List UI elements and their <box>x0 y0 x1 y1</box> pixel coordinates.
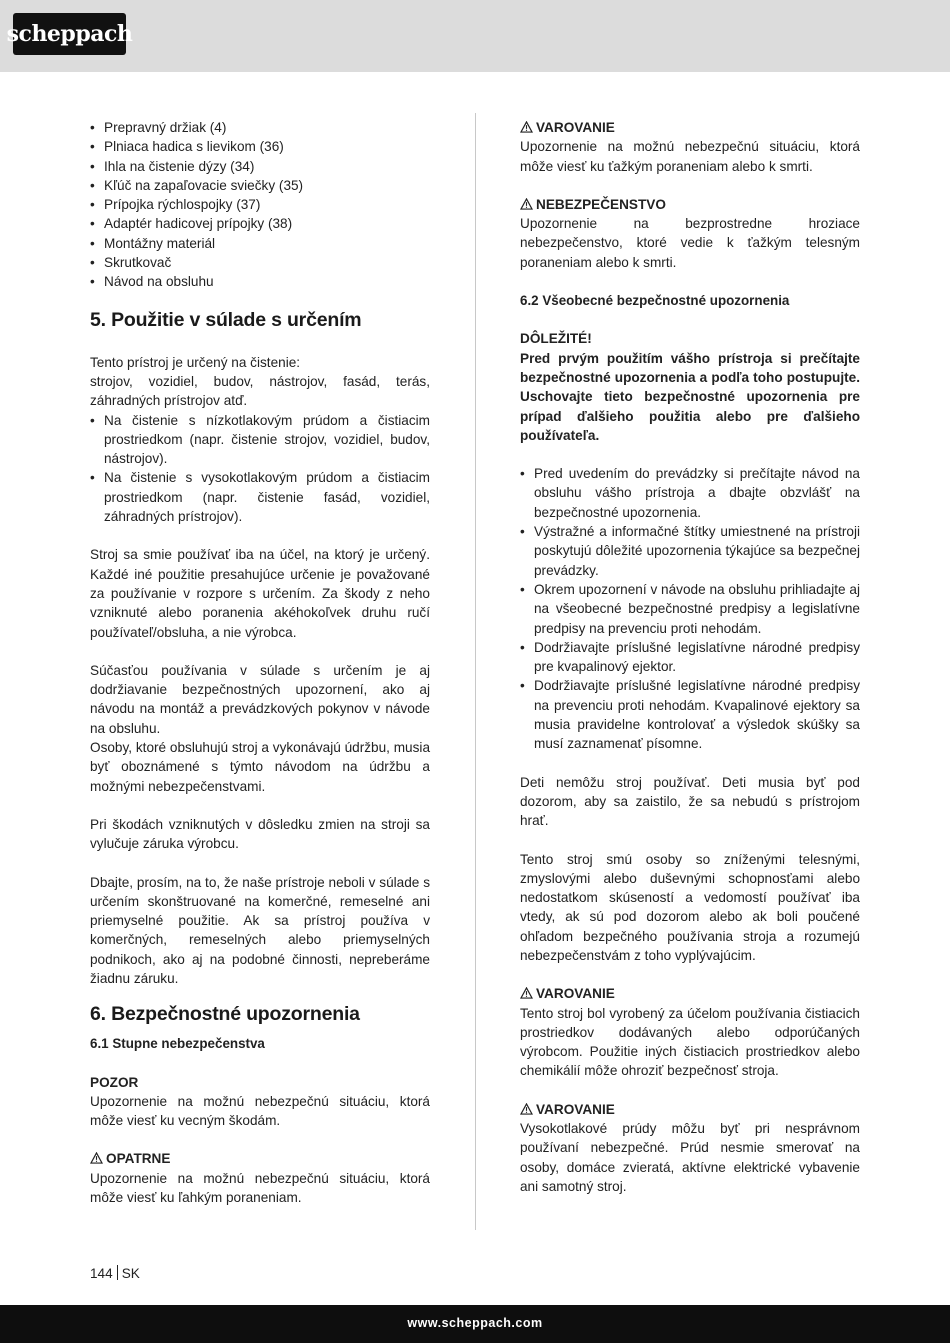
pozor-text: Upozornenie na možnú nebezpečnú situáciu, ktorá môže viesť ku vecným škodám. <box>90 1093 430 1129</box>
paragraph: Tento stroj smú osoby so zníženými telesnými, zmyslovými alebo duševnými schopnosťami alebo nedostatkom skúseností a vedomostí používať iba vtedy, ak sú pod dozorom alebo ak boli poučené ohľadom bezpečného používania stroja a rozumejú nebezpečenstvám z toho vyplývajúcim. <box>520 851 860 963</box>
nebezpecenstvo-heading <box>520 195 860 214</box>
page-separator <box>117 1265 118 1280</box>
warning-icon <box>520 198 533 210</box>
paragraph: Pri škodách vzniknutých v dôsledku zmien na stroji sa vylučuje záruka výrobcu. <box>90 816 430 852</box>
page-number <box>90 1265 140 1281</box>
warning-icon <box>520 121 533 133</box>
scheppach-logo[interactable]: scheppach <box>13 13 126 55</box>
varovanie-label: VAROVANIE <box>536 120 615 135</box>
list-item: • Adaptér hadicovej prípojky (38) <box>90 214 430 233</box>
list-item: • Ihla na čistenie dýzy (34) <box>90 157 430 176</box>
opatrne-label: OPATRNE <box>106 1151 171 1167</box>
varovanie-heading <box>520 984 860 1003</box>
section-6-heading: 6. Bezpečnostné upozornenia <box>90 1003 360 1026</box>
parts-list <box>90 118 430 292</box>
nebezpecenstvo-text: Upozornenie na bezprostredne hroziace nebezpečenstvo, ktoré vedie k ťažkým telesným poraneniam alebo k smrti. <box>520 216 860 270</box>
list-item: • Návod na obsluhu <box>90 272 430 291</box>
paragraph: Dbajte, prosím, na to, že naše prístroje neboli v súlade s určením skonštruované na komerčné, remeselné ani priemyselné použitie. Ak sa prístroj používa v komerčných, remeselných alebo priemyselných podnikoch, ako aj na podobné činnosti, nepreberáme žiadnu záruku. <box>90 874 430 986</box>
list-item: • Okrem upozornení v návode na obsluhu prihliadajte aj na všeobecné bezpečnostné predpisy a legislatívne predpisy na prevenciu proti nehodám. <box>520 580 860 638</box>
list-item: • Výstražné a informačné štítky umiestnené na prístroji poskytujú dôležité upozornenia týkajúce sa bezpečnej prevádzky. <box>520 522 860 580</box>
warning-icon <box>90 1152 103 1164</box>
paragraph: Stroj sa smie používať iba na účel, na ktorý je určený. Každé iné použitie presahujúce určenie je považované za používanie v rozpore s určením. Za škody z neho vzniknuté alebo poranenia akéhokoľvek druhu ručí používateľ/obsluha, a nie výrobca. <box>90 547 430 640</box>
paragraph: Súčasťou používania v súlade s určením je aj dodržiavanie bezpečnostných upozornení, ako aj návodu na montáž a prevádzkových pokynov v návode na obsluhu. <box>90 662 430 736</box>
list-item: • Prípojka rýchlospojky (37) <box>90 195 430 214</box>
header-bar <box>0 0 950 72</box>
list-item: • Plniaca hadica s lievikom (36) <box>90 137 430 156</box>
list-item: • Kľúč na zapaľovacie sviečky (35) <box>90 176 430 195</box>
nebezpecenstvo-label: NEBEZPEČENSTVO <box>536 196 666 212</box>
dolezite-text: Pred prvým použitím vášho prístroja si prečítajte bezpečnostné upozornenia a podľa toho postupujte. Uschovajte tieto bezpečnostné upozornenia pre prípad ďalšieho použitia alebo pre ďalšieho používateľa. <box>520 350 860 443</box>
varovanie-text: Upozornenie na možnú nebezpečnú situáciu, ktorá môže viesť ku ťažkým poraneniam alebo k smrti. <box>520 139 860 174</box>
warning-icon <box>520 987 533 999</box>
dolezite-label: DÔLEŽITÉ! <box>520 331 592 347</box>
subsection-6-2-heading: 6.2 Všeobecné bezpečnostné upozornenia <box>520 293 790 309</box>
page-number-value: 144 <box>90 1266 113 1281</box>
warning-icon <box>520 1103 533 1115</box>
intro-line: Tento prístroj je určený na čistenie: <box>90 354 301 370</box>
varovanie-heading <box>520 118 860 137</box>
list-item: • Dodržiavajte príslušné legislatívne národné predpisy na prevenciu proti nehodám. Kvapalinové ejektory sa musia pravidelne kontrolovať a výsledok skúšky sa musí zaznamenať písomne. <box>520 676 860 753</box>
varovanie-label: VAROVANIE <box>536 986 615 1002</box>
opatrne-heading <box>90 1149 430 1168</box>
right-column <box>520 118 860 1196</box>
paragraph: Osoby, ktoré obsluhujú stroj a vykonávajú údržbu, musia byť oboznámené s týmto návodom na údržbu a možnými nebezpečenstvami. <box>90 740 430 794</box>
varovanie-label: VAROVANIE <box>536 1101 615 1117</box>
left-column <box>90 118 430 1207</box>
list-item: • Prepravný držiak (4) <box>90 118 430 137</box>
paragraph: Deti nemôžu stroj používať. Deti musia byť pod dozorom, aby sa zaistilo, že sa nebudú s prístrojom hrať. <box>520 774 860 829</box>
varovanie-text: Vysokotlakové prúdy môžu byť pri nesprávnom používaní nebezpečné. Prúd nesmie smerovať na osoby, domáce zvieratá, aktívne elektrické vybavenie ani samotný stroj. <box>520 1121 860 1194</box>
intro-text: strojov, vozidiel, budov, nástrojov, fasád, terás, záhradných prístrojov atď. <box>90 373 430 409</box>
footer-url-link[interactable]: www.scheppach.com <box>407 1316 543 1330</box>
subsection-6-1-heading: 6.1 Stupne nebezpečenstva <box>90 1036 265 1052</box>
list-item: • Montážny materiál <box>90 234 430 253</box>
use-list <box>90 411 430 527</box>
safety-list <box>520 464 860 753</box>
list-item: • Na čistenie s vysokotlakovým prúdom a čistiacim prostriedkom (napr. čistenie fasád, vozidiel, záhradných prístrojov). <box>90 468 430 526</box>
varovanie-heading <box>520 1100 860 1119</box>
varovanie-text: Tento stroj bol vyrobený za účelom používania čistiacich prostriedkov dodávaných alebo odporúčaných výrobcom. Použitie iných čistiacich prostriedkov alebo chemikálií môže ohroziť bezpečnosť stroja. <box>520 1005 860 1079</box>
pozor-label: POZOR <box>90 1074 139 1090</box>
list-item: • Skrutkovač <box>90 253 430 272</box>
column-divider <box>475 113 476 1230</box>
list-item: • Dodržiavajte príslušné legislatívne národné predpisy pre kvapalinový ejektor. <box>520 638 860 677</box>
opatrne-text: Upozornenie na možnú nebezpečnú situáciu, ktorá môže viesť ku ľahkým poraneniam. <box>90 1170 430 1206</box>
section-5-heading: 5. Použitie v súlade s určením <box>90 308 362 331</box>
language-code: SK <box>121 1266 140 1281</box>
list-item: • Pred uvedením do prevádzky si prečítajte návod na obsluhu vášho prístroja a dbajte obzvlášť na bezpečnostné upozornenia. <box>520 464 860 522</box>
footer-bar <box>0 1305 950 1343</box>
list-item: • Na čistenie s nízkotlakovým prúdom a čistiacim prostriedkom (napr. čistenie strojov, vozidiel, budov, nástrojov). <box>90 411 430 469</box>
